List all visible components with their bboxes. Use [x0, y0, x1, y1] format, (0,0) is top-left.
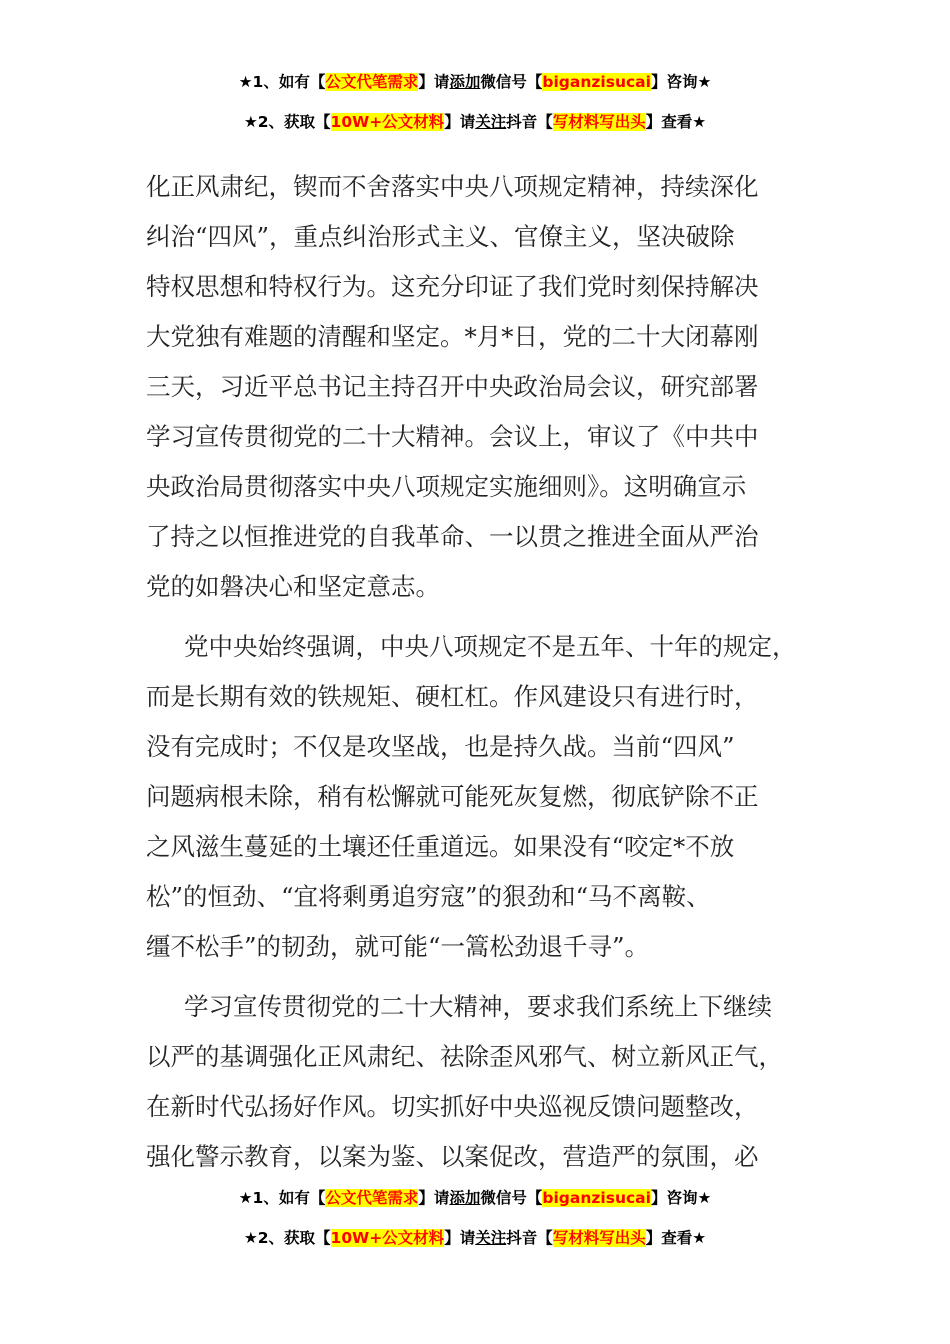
- banner-highlight: biganzisucai: [542, 1189, 651, 1207]
- text-line: 特权思想和特权行为。这充分印证了我们党时刻保持解决: [146, 272, 759, 301]
- text-line: 央政治局贯彻落实中央八项规定实施细则》。这明确宣示: [146, 472, 747, 501]
- text-line: 以严的基调强化正风肃纪、祛除歪风邪气、树立新风正气，: [146, 1042, 783, 1071]
- banner-text: 】请: [418, 73, 450, 91]
- top-banner-line-2: [0, 111, 950, 133]
- banner-highlight: 写材料写出头: [552, 113, 646, 131]
- banner-text: 】咨询★: [650, 1189, 712, 1207]
- text-line: 而是长期有效的铁规矩、硬杠杠。作风建设只有进行时，: [146, 682, 759, 711]
- banner-highlight: 10W+公文材料: [330, 113, 445, 131]
- banner-underline: 关注: [475, 1229, 507, 1247]
- banner-text: 抖音【: [506, 113, 553, 131]
- banner-text: ★1、如有【: [238, 73, 326, 91]
- paragraph-2: [146, 622, 826, 972]
- banner-text: 微信号【: [480, 73, 543, 91]
- text-line: 松”的恒劲、“宜将剩勇追穷寇”的狠劲和“马不离鞍、: [146, 882, 711, 911]
- banner-underline: 添加: [449, 1189, 481, 1207]
- text-line: 缰不松手”的韧劲，就可能“一篙松劲退千寻”。: [146, 932, 650, 961]
- bottom-banner-line-1: [0, 1187, 950, 1209]
- banner-text: 】请: [444, 113, 476, 131]
- top-banner-line-1: [0, 71, 950, 93]
- text-line: 学习宣传贯彻党的二十大精神。会议上，审议了《中共中: [146, 422, 759, 451]
- banner-underline: 添加: [449, 73, 481, 91]
- text-line: 了持之以恒推进党的自我革命、一以贯之推进全面从严治: [146, 522, 759, 551]
- banner-text: ★2、获取【: [243, 1229, 331, 1247]
- banner-text: ★2、获取【: [243, 113, 331, 131]
- banner-highlight: 10W+公文材料: [330, 1229, 445, 1247]
- text-line: 强化警示教育，以案为鉴、以案促改，营造严的氛围，必: [146, 1142, 759, 1171]
- banner-highlight: biganzisucai: [542, 73, 651, 91]
- banner-text: 】查看★: [645, 1229, 707, 1247]
- text-line: 三天，习近平总书记主持召开中央政治局会议，研究部署: [146, 372, 759, 401]
- banner-highlight: 公文代笔需求: [325, 73, 419, 91]
- banner-highlight: 公文代笔需求: [325, 1189, 419, 1207]
- paragraph-3: [146, 982, 826, 1182]
- banner-text: 微信号【: [480, 1189, 543, 1207]
- banner-text: ★1、如有【: [238, 1189, 326, 1207]
- text-line: 学习宣传贯彻党的二十大精神，要求我们系统上下继续: [184, 992, 772, 1021]
- banner-text: 】查看★: [645, 113, 707, 131]
- body-text: [146, 162, 826, 1182]
- paragraph-1: [146, 162, 826, 612]
- banner-text: 】请: [444, 1229, 476, 1247]
- banner-text: 抖音【: [506, 1229, 553, 1247]
- banner-text: 】请: [418, 1189, 450, 1207]
- banner-underline: 关注: [475, 113, 507, 131]
- banner-text: 】咨询★: [650, 73, 712, 91]
- text-line: 之风滋生蔓延的土壤还任重道远。如果没有“咬定*不放: [146, 832, 735, 861]
- text-line: 在新时代弘扬好作风。切实抓好中央巡视反馈问题整改，: [146, 1092, 759, 1121]
- text-line: 党中央始终强调，中央八项规定不是五年、十年的规定，: [184, 632, 797, 661]
- text-line: 党的如磐决心和坚定意志。: [146, 572, 440, 601]
- text-line: 没有完成时；不仅是攻坚战，也是持久战。当前“四风”: [146, 732, 735, 761]
- banner-highlight: 写材料写出头: [552, 1229, 646, 1247]
- text-line: 纠治“四风”，重点纠治形式主义、官僚主义，坚决破除: [146, 222, 735, 251]
- text-line: 问题病根未除，稍有松懈就可能死灰复燃，彻底铲除不正: [146, 782, 759, 811]
- bottom-banner-line-2: [0, 1227, 950, 1249]
- text-line: 化正风肃纪，锲而不舍落实中央八项规定精神，持续深化: [146, 172, 759, 201]
- text-line: 大党独有难题的清醒和坚定。*月*日，党的二十大闭幕刚: [146, 322, 759, 351]
